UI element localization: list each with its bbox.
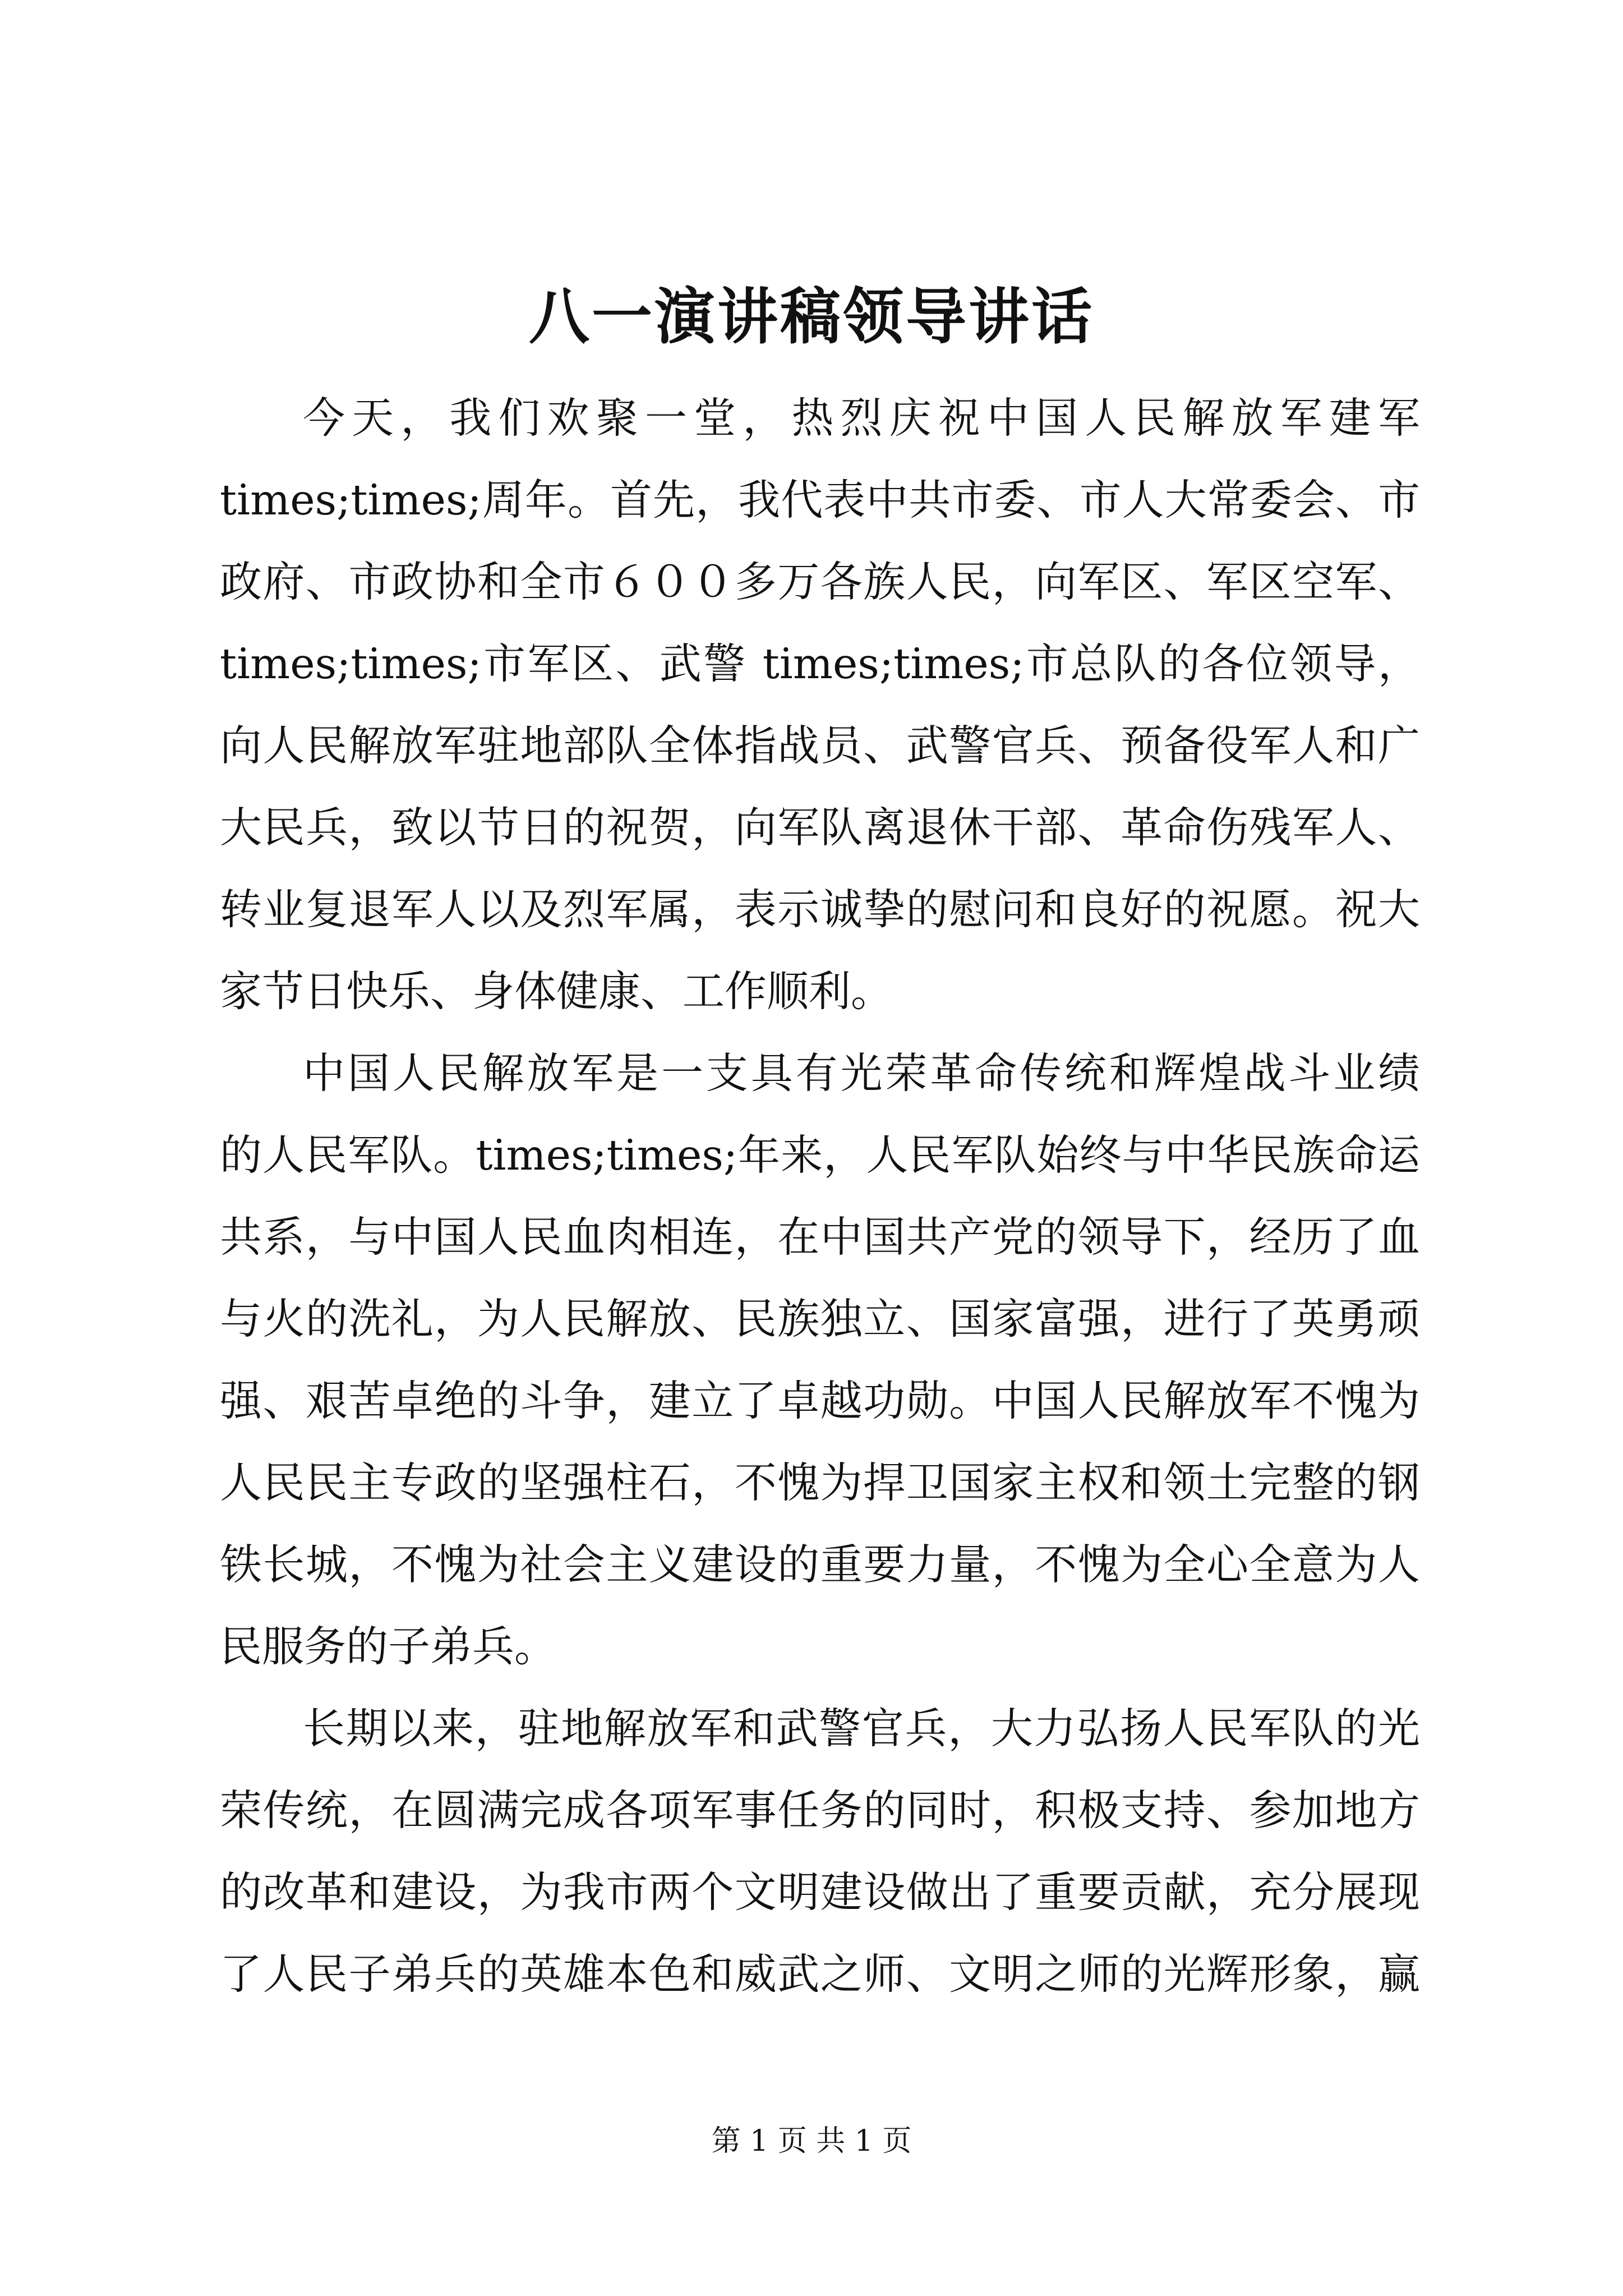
text-line: 的改革和建设，为我市两个文明建设做出了重要贡献，充分展现 [220, 1867, 1420, 1917]
text-line: 转业复退军人以及烈军属，表示诚挚的慰问和良好的祝愿。祝大 [220, 885, 1420, 934]
page-footer: 第 1 页 共 1 页 [711, 2124, 912, 2158]
text-line: 今天，我们欢聚一堂，热烈庆祝中国人民解放军建军 [303, 393, 1420, 443]
text-line: 铁长城，不愧为社会主义建设的重要力量，不愧为全心全意为人 [220, 1540, 1420, 1589]
text-line: 荣传统，在圆满完成各项军事任务的同时，积极支持、参加地方 [220, 1786, 1420, 1835]
text-line: 向人民解放军驻地部队全体指战员、武警官兵、预备役军人和广 [220, 721, 1420, 770]
text-line: 人民民主专政的坚强柱石，不愧为捍卫国家主权和领土完整的钢 [220, 1458, 1420, 1507]
document-body [220, 377, 1420, 2015]
text-line: 强、艰苦卓绝的斗争，建立了卓越功勋。中国人民解放军不愧为 [220, 1376, 1420, 1425]
text-line: times;times;周年。首先，我代表中共市委、市人大常委会、市 [220, 475, 1420, 524]
text-line: 中国人民解放军是一支具有光荣革命传统和辉煌战斗业绩 [303, 1048, 1420, 1098]
text-line: 长期以来，驻地解放军和武警官兵，大力弘扬人民军队的光 [303, 1704, 1420, 1753]
document-title: 八一演讲稿领导讲话 [528, 282, 1094, 352]
text-line: 与火的洗礼，为人民解放、民族独立、国家富强，进行了英勇顽 [220, 1294, 1420, 1343]
text-line: 的人民军队。times;times;年来，人民军队始终与中华民族命运 [220, 1130, 1420, 1180]
text-line: 共系，与中国人民血肉相连，在中国共产党的领导下，经历了血 [220, 1212, 1420, 1262]
text-line: 家节日快乐、身体健康、工作顺利。 [220, 967, 893, 1016]
text-line: 大民兵，致以节日的祝贺，向军队离退休干部、革命伤残军人、 [220, 803, 1420, 852]
text-line: 了人民子弟兵的英雄本色和威武之师、文明之师的光辉形象，赢 [220, 1949, 1420, 1999]
text-line: 政府、市政协和全市６００多万各族人民，向军区、军区空军、 [220, 557, 1420, 606]
text-line: 民服务的子弟兵。 [220, 1622, 557, 1671]
text-line: times;times;市军区、武警 times;times;市总队的各位领导， [220, 639, 1420, 688]
